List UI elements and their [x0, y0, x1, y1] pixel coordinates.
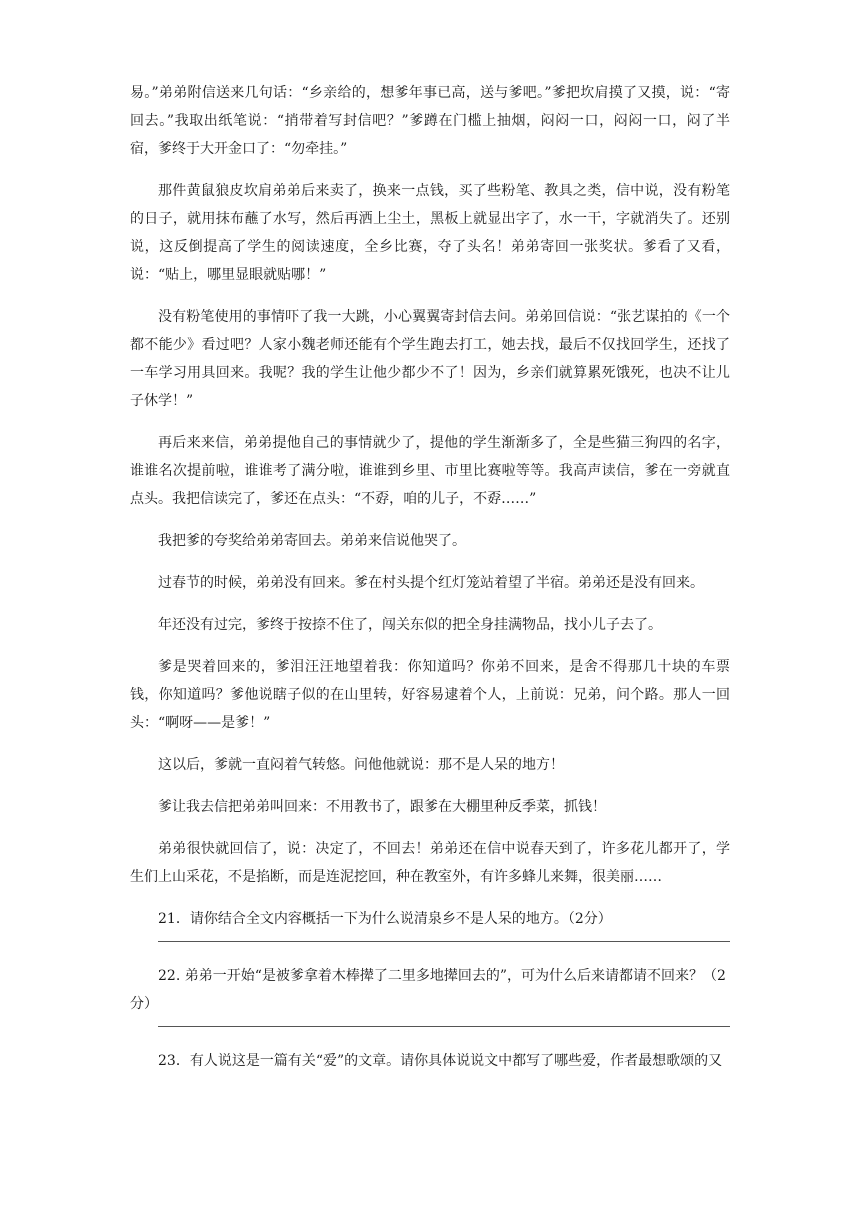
- paragraph: 弟弟很快就回信了，说：决定了，不回去！弟弟还在信中说春天到了，许多花儿都开了，学生们上山采花，不是掐断，而是连泥挖回，种在教室外，有许多蜂儿来舞，很美丽……: [130, 841, 730, 885]
- document-page: [130, 79, 730, 1075]
- paragraph: 再后来来信，弟弟提他自己的事情就少了，提他的学生渐渐多了，全是些猫三狗四的名字，谁谁名次提前啦，谁谁考了满分啦，谁谁到乡里、市里比赛啦等等。我高声读信，爹在一旁就直点头。我把信读完了，爹还在点头：“不孬，咱的儿子，不孬……”: [130, 435, 730, 507]
- paragraph: 过春节的时候，弟弟没有回来。爹在村头提个红灯笼站着望了半宿。弟弟还是没有回来。: [158, 575, 704, 591]
- question-22: 22. 弟弟一开始“是被爹拿着木棒撵了二里多地撵回去的”，可为什么后来请都请不回来？（2分）: [130, 968, 726, 1012]
- paragraph: 那件黄鼠狼皮坎肩弟弟后来卖了，换来一点钱，买了些粉笔、教具之类，信中说，没有粉笔的日子，就用抹布蘸了水写，然后再洒上尘土，黑板上就显出字了，水一干，字就消失了。还别说，这反倒提高了学生的阅读速度，全乡比赛，夺了头名！弟弟寄回一张奖状。爹看了又看，说：“贴上，哪里显眼就贴哪！”: [130, 183, 730, 283]
- question-23: 23．有人说这是一篇有关“爱”的文章。请你具体说说文中都写了哪些爱，作者最想歌颂的又: [158, 1053, 723, 1069]
- answer-line-22[interactable]: [158, 1026, 730, 1027]
- paragraph: 我把爹的夸奖给弟弟寄回去。弟弟来信说他哭了。: [158, 533, 466, 549]
- paragraph: 这以后，爹就一直闷着气转悠。问他他就说：那不是人呆的地方！: [158, 757, 564, 773]
- paragraph: 年还没有过完，爹终于按捺不住了，闯关东似的把全身挂满物品，找小儿子去了。: [158, 617, 662, 633]
- answer-line-21[interactable]: [158, 941, 730, 942]
- paragraph: 没有粉笔使用的事情吓了我一大跳，小心翼翼寄封信去问。弟弟回信说：“张艺谋拍的《一个都不能少》看过吧？人家小魏老师还能有个学生跑去打工，她去找，最后不仅找回学生，还找了一车学习用具回来。我呢？我的学生让他少都少不了！因为，乡亲们就算累死饿死，也决不让儿子休学！”: [130, 309, 730, 409]
- paragraph: 易。”弟弟附信送来几句话：“乡亲给的，想爹年事已高，送与爹吧。”爹把坎肩摸了又摸，说：“寄回去。”我取出纸笔说：“捎带着写封信吧？”爹蹲在门槛上抽烟，闷闷一口，闷闷一口，闷了半宿，爹终于大开金口了：“勿牵挂。”: [130, 85, 730, 157]
- paragraph: 爹是哭着回来的，爹泪汪汪地望着我：你知道吗？你弟不回来，是舍不得那几十块的车票钱，你知道吗？爹他说瞎子似的在山里转，好容易逮着个人，上前说：兄弟，问个路。那人一回头：“啊呀——是爹！”: [130, 659, 730, 731]
- paragraph: 爹让我去信把弟弟叫回来：不用教书了，跟爹在大棚里种反季菜，抓钱！: [158, 799, 606, 815]
- question-21: 21．请你结合全文内容概括一下为什么说清泉乡不是人呆的地方。（2分）: [158, 911, 612, 927]
